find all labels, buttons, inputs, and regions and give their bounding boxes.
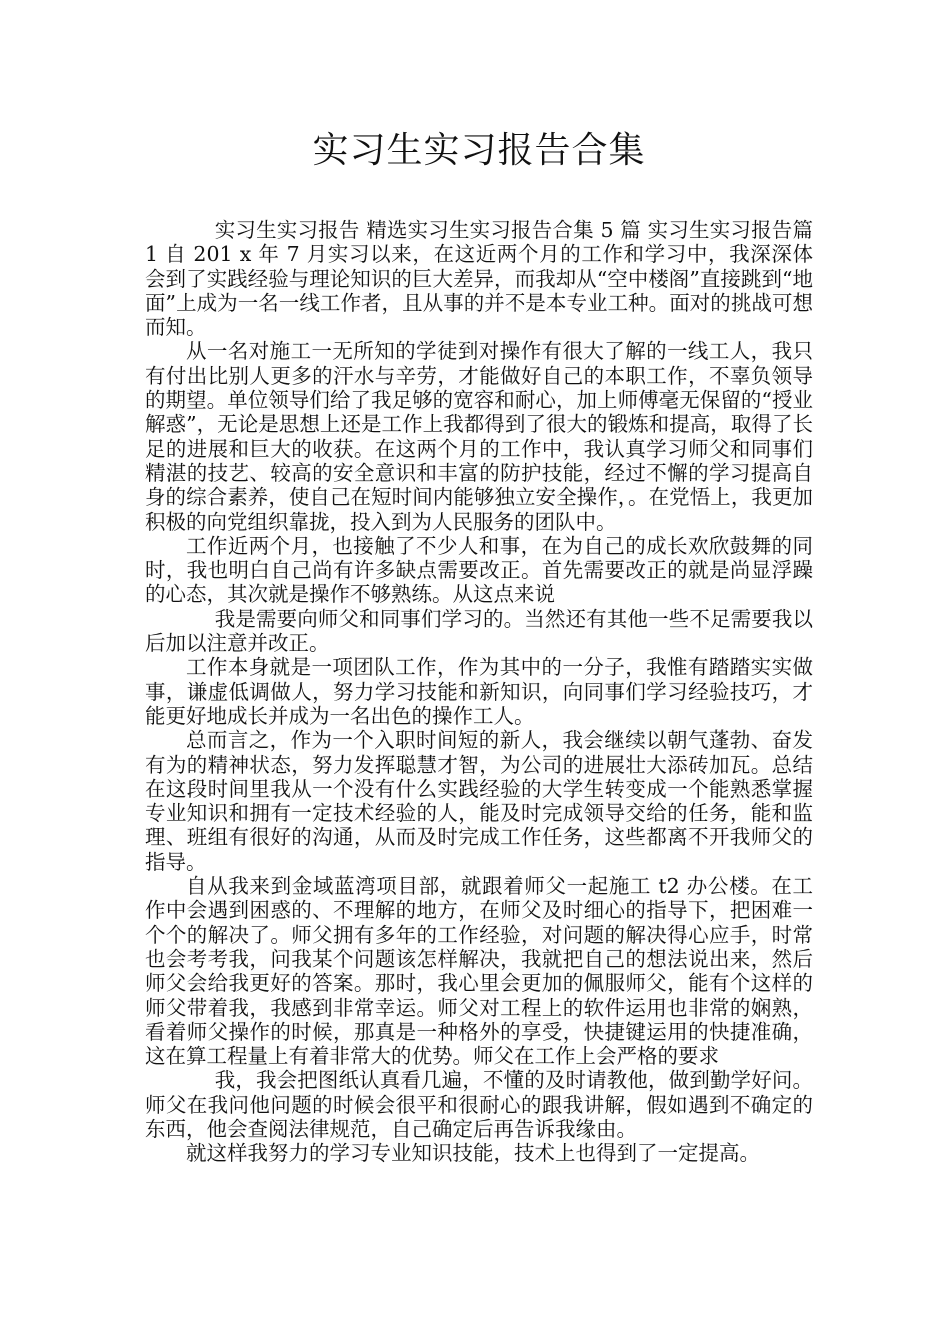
document-title: 实习生实习报告合集 xyxy=(312,130,646,171)
paragraph-7: 自从我来到金域蓝湾项目部，就跟着师父一起施工 t2 办公楼。在工作中会遇到困惑的、不理解的地方，在师父及时细心的指导下，把困难一个个的解决了。师父拥有多年的工作经验，对问题的解决得心应手，时常也会考考我，问我某个问题该怎样解决，我就把自己的想法说出来，然后师父会给我更好的答案。那时，我心里会更加的佩服师父，能有个这样的师父带着我，我感到非常幸运。师父对工程上的软件运用也非常的娴熟，看着师父操作的时候，那真是一种格外的享受，快捷键运用的快捷准确，这在算工程量上有着非常大的优势。师父在工作上会严格的要求 xyxy=(145,874,813,1069)
paragraph-4: 我是需要向师父和同事们学习的。当然还有其他一些不足需要我以后加以注意并改正。 xyxy=(145,606,813,656)
paragraph-2: 从一名对施工一无所知的学徒到对操作有很大了解的一线工人，我只有付出比别人更多的汗水与辛劳，才能做好自己的本职工作，不辜负领导的期望。单位领导们给了我足够的宽容和耐心，加上师傅毫无保留的“授业解惑”，无论是思想上还是工作上我都得到了很大的锻炼和提高，取得了长足的进展和巨大的收获。在这两个月的工作中，我认真学习师父和同事们精湛的技艺、较高的安全意识和丰富的防护技能，经过不懈的学习提高自身的综合素养，使自己在短时间内能够独立安全操作，。在党悟上，我更加积极的向党组织靠拢，投入到为人民服务的团队中。 xyxy=(145,339,813,534)
document-page xyxy=(145,128,813,1166)
paragraph-8: 我，我会把图纸认真看几遍，不懂的及时请教他，做到勤学好问。师父在我问他问题的时候会很平和很耐心的跟我讲解，假如遇到不确定的东西，他会查阅法律规范，自己确定后再告诉我缘由。 xyxy=(145,1068,813,1141)
paragraph-5: 工作本身就是一项团队工作，作为其中的一分子，我惟有踏踏实实做事，谦虚低调做人，努力学习技能和新知识，向同事们学习经验技巧，才能更好地成长并成为一名出色的操作工人。 xyxy=(145,655,813,728)
paragraph-1: 实习生实习报告 精选实习生实习报告合集 5 篇 实习生实习报告篇 1 自 201 x 年 7 月实习以来，在这近两个月的工作和学习中，我深深体会到了实践经验与理论知识的巨大差异，而我却从“空中楼阁”直接跳到“地面”上成为一名一线工作者，且从事的并不是本专业工种。面对的挑战可想而知。 xyxy=(145,218,813,340)
paragraph-3: 工作近两个月，也接触了不少人和事，在为自己的成长欢欣鼓舞的同时，我也明白自己尚有许多缺点需要改正。首先需要改正的就是尚显浮躁的心态，其次就是操作不够熟练。从这点来说 xyxy=(145,533,813,607)
paragraph-9: 就这样我努力的学习专业知识技能，技术上也得到了一定提高。 xyxy=(186,1141,760,1166)
paragraph-6: 总而言之，作为一个入职时间短的新人，我会继续以朝气蓬勃、奋发有为的精神状态，努力发挥聪慧才智，为公司的进展壮大添砖加瓦。总结在这段时间里我从一个没有什么实践经验的大学生转变成一个能熟悉掌握专业知识和拥有一定技术经验的人，能及时完成领导交给的任务，能和监理、班组有很好的沟通，从而及时完成工作任务，这些都离不开我师父的指导。 xyxy=(145,728,813,874)
